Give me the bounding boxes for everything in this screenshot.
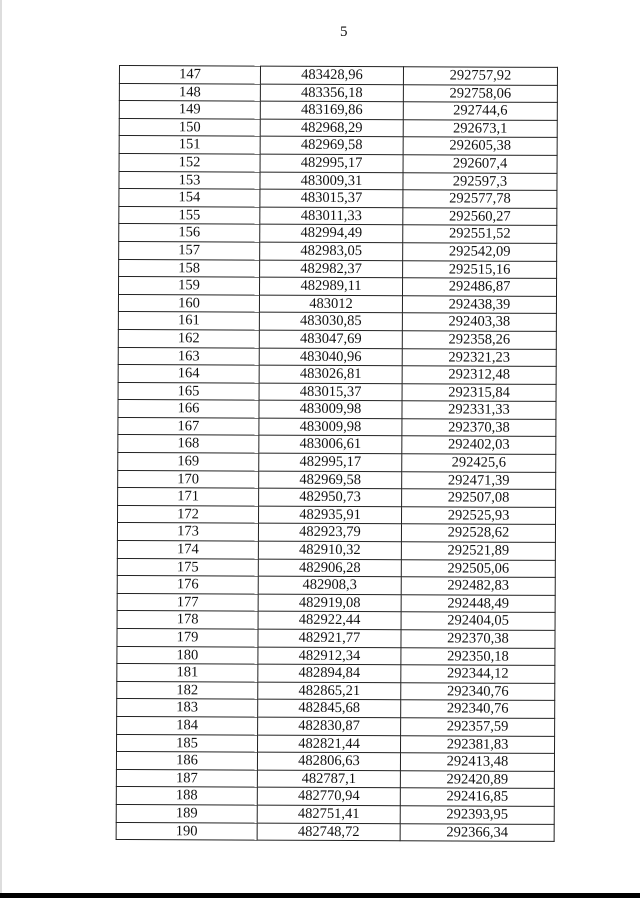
table-row [119,171,557,191]
x-coordinate-cell: 482806,63 [257,752,400,770]
x-coordinate-cell: 482921,77 [258,629,401,647]
point-number-cell: 167 [118,417,259,435]
table-row [118,435,556,455]
y-coordinate-cell: 292344,12 [401,665,555,683]
point-number-cell: 155 [119,206,260,224]
y-coordinate-cell: 292551,52 [403,225,557,243]
x-coordinate-cell: 482983,05 [260,242,403,260]
y-coordinate-cell: 292542,09 [403,243,557,261]
x-coordinate-cell: 483015,37 [259,383,402,401]
y-coordinate-cell: 292358,26 [402,331,556,349]
table-row [117,699,555,719]
y-coordinate-cell: 292381,83 [401,735,555,753]
x-coordinate-cell: 483012 [259,295,402,313]
point-number-cell: 150 [119,118,260,136]
y-coordinate-cell: 292607,4 [403,155,557,173]
scan-edge [0,0,2,898]
y-coordinate-cell: 292438,39 [402,295,556,313]
y-coordinate-cell: 292403,38 [402,313,556,331]
table-row [119,118,557,138]
x-coordinate-cell: 482922,44 [258,612,401,630]
table-row [118,365,556,385]
table-row [118,347,556,367]
y-coordinate-cell: 292577,78 [403,190,557,208]
point-number-cell: 187 [116,769,257,787]
table-row [116,804,554,824]
point-number-cell: 166 [118,400,259,418]
x-coordinate-cell: 483428,96 [260,66,403,84]
table-row [118,329,556,349]
x-coordinate-cell: 482994,49 [260,224,403,242]
table-row [118,488,556,508]
table-row [117,734,555,754]
x-coordinate-cell: 482906,28 [258,559,401,577]
table-row [119,259,557,279]
table-row [118,400,556,420]
point-number-cell: 185 [117,734,258,752]
table-row [119,224,557,244]
table-row [117,664,555,684]
table-row [118,382,556,402]
y-coordinate-cell: 292482,83 [401,577,555,595]
y-coordinate-cell: 292404,05 [401,612,555,630]
point-number-cell: 189 [116,804,257,822]
table-row [117,628,555,648]
point-number-cell: 149 [119,101,260,119]
x-coordinate-cell: 483009,31 [260,172,403,190]
y-coordinate-cell: 292525,93 [401,507,555,525]
point-number-cell: 179 [117,628,258,646]
point-number-cell: 182 [117,681,258,699]
x-coordinate-cell: 482935,91 [259,506,402,524]
y-coordinate-cell: 292673,1 [403,120,557,138]
table-row [118,312,556,332]
y-coordinate-cell: 292416,85 [400,788,554,806]
table-row [119,66,557,86]
x-coordinate-cell: 482969,58 [260,136,403,154]
table-row [117,541,555,561]
table-row [119,83,557,103]
x-coordinate-cell: 482919,08 [258,594,401,612]
x-coordinate-cell: 483011,33 [260,207,403,225]
coordinates-table-body [116,66,557,842]
table-row [119,189,557,209]
y-coordinate-cell: 292331,33 [402,401,556,419]
y-coordinate-cell: 292402,03 [402,436,556,454]
table-row [118,505,556,525]
point-number-cell: 186 [116,752,257,770]
x-coordinate-cell: 482845,68 [258,699,401,717]
table-row [117,523,555,543]
table-row [116,769,554,789]
point-number-cell: 157 [119,241,260,259]
y-coordinate-cell: 292366,34 [400,823,554,841]
y-coordinate-cell: 292315,84 [402,383,556,401]
y-coordinate-cell: 292357,59 [401,718,555,736]
point-number-cell: 163 [118,347,259,365]
y-coordinate-cell: 292757,92 [403,67,557,85]
x-coordinate-cell: 483040,96 [259,348,402,366]
y-coordinate-cell: 292413,48 [400,753,554,771]
table-row [118,417,556,437]
x-coordinate-cell: 482982,37 [260,260,403,278]
point-number-cell: 173 [117,523,258,541]
x-coordinate-cell: 482995,17 [259,453,402,471]
point-number-cell: 172 [118,505,259,523]
x-coordinate-cell: 482969,58 [259,471,402,489]
x-coordinate-cell: 482787,1 [257,770,400,788]
point-number-cell: 156 [119,224,260,242]
table-row [117,558,555,578]
table-row [116,787,554,807]
y-coordinate-cell: 292515,16 [403,260,557,278]
x-coordinate-cell: 482995,17 [260,154,403,172]
y-coordinate-cell: 292370,38 [402,419,556,437]
y-coordinate-cell: 292605,38 [403,137,557,155]
page-number: 5 [340,24,348,40]
point-number-cell: 169 [118,453,259,471]
x-coordinate-cell: 483356,18 [260,84,403,102]
x-coordinate-cell: 482910,32 [258,541,401,559]
point-number-cell: 165 [118,382,259,400]
point-number-cell: 190 [116,822,257,840]
point-number-cell: 176 [117,576,258,594]
point-number-cell: 154 [119,189,260,207]
y-coordinate-cell: 292350,18 [401,647,555,665]
y-coordinate-cell: 292486,87 [402,278,556,296]
table-row [117,681,555,701]
x-coordinate-cell: 482751,41 [257,805,400,823]
point-number-cell: 184 [117,716,258,734]
point-number-cell: 162 [118,329,259,347]
table-row [117,646,555,666]
point-number-cell: 177 [117,593,258,611]
point-number-cell: 168 [118,435,259,453]
table-row [117,611,555,631]
table-row [118,453,556,473]
point-number-cell: 153 [119,171,260,189]
x-coordinate-cell: 482912,34 [258,647,401,665]
table-row [119,101,557,121]
y-coordinate-cell: 292370,38 [401,630,555,648]
y-coordinate-cell: 292560,27 [403,207,557,225]
x-coordinate-cell: 482923,79 [258,524,401,542]
x-coordinate-cell: 483015,37 [260,189,403,207]
y-coordinate-cell: 292312,48 [402,366,556,384]
point-number-cell: 147 [119,66,260,84]
y-coordinate-cell: 292340,76 [401,683,555,701]
point-number-cell: 164 [118,365,259,383]
x-coordinate-cell: 483047,69 [259,330,402,348]
point-number-cell: 148 [119,83,260,101]
table-row [116,822,554,842]
point-number-cell: 160 [118,294,259,312]
x-coordinate-cell: 483006,61 [259,436,402,454]
point-number-cell: 171 [118,488,259,506]
x-coordinate-cell: 483009,98 [259,418,402,436]
x-coordinate-cell: 483030,85 [259,312,402,330]
y-coordinate-cell: 292505,06 [401,559,555,577]
y-coordinate-cell: 292521,89 [401,542,555,560]
table-row [117,576,555,596]
y-coordinate-cell: 292597,3 [403,172,557,190]
point-number-cell: 183 [117,699,258,717]
y-coordinate-cell: 292744,6 [403,102,557,120]
y-coordinate-cell: 292528,62 [401,524,555,542]
y-coordinate-cell: 292507,08 [402,489,556,507]
table-row [116,752,554,772]
table-row [118,470,556,490]
coordinates-table [116,65,558,842]
y-coordinate-cell: 292321,23 [402,348,556,366]
x-coordinate-cell: 482908,3 [258,576,401,594]
x-coordinate-cell: 483169,86 [260,101,403,119]
point-number-cell: 180 [117,646,258,664]
point-number-cell: 181 [117,664,258,682]
point-number-cell: 151 [119,136,260,154]
x-coordinate-cell: 483026,81 [259,365,402,383]
y-coordinate-cell: 292340,76 [401,700,555,718]
point-number-cell: 188 [116,787,257,805]
point-number-cell: 175 [117,558,258,576]
point-number-cell: 161 [118,312,259,330]
point-number-cell: 158 [119,259,260,277]
x-coordinate-cell: 483009,98 [259,400,402,418]
point-number-cell: 178 [117,611,258,629]
x-coordinate-cell: 482748,72 [257,823,400,841]
table-row [118,277,556,297]
x-coordinate-cell: 482821,44 [258,735,401,753]
table-row [119,241,557,261]
x-coordinate-cell: 482770,94 [257,787,400,805]
point-number-cell: 174 [117,541,258,559]
table-row [119,206,557,226]
table-row [119,136,557,156]
table-row [118,294,556,314]
x-coordinate-cell: 482968,29 [260,119,403,137]
scan-bottom-border [0,893,640,898]
x-coordinate-cell: 482865,21 [258,682,401,700]
x-coordinate-cell: 482950,73 [259,488,402,506]
point-number-cell: 170 [118,470,259,488]
x-coordinate-cell: 482989,11 [259,277,402,295]
y-coordinate-cell: 292420,89 [400,770,554,788]
y-coordinate-cell: 292758,06 [403,84,557,102]
y-coordinate-cell: 292448,49 [401,595,555,613]
table-row [117,593,555,613]
y-coordinate-cell: 292393,95 [400,806,554,824]
table-row [117,716,555,736]
point-number-cell: 159 [118,277,259,295]
point-number-cell: 152 [119,153,260,171]
x-coordinate-cell: 482830,87 [258,717,401,735]
y-coordinate-cell: 292471,39 [402,471,556,489]
x-coordinate-cell: 482894,84 [258,664,401,682]
y-coordinate-cell: 292425,6 [402,454,556,472]
table-row [119,153,557,173]
